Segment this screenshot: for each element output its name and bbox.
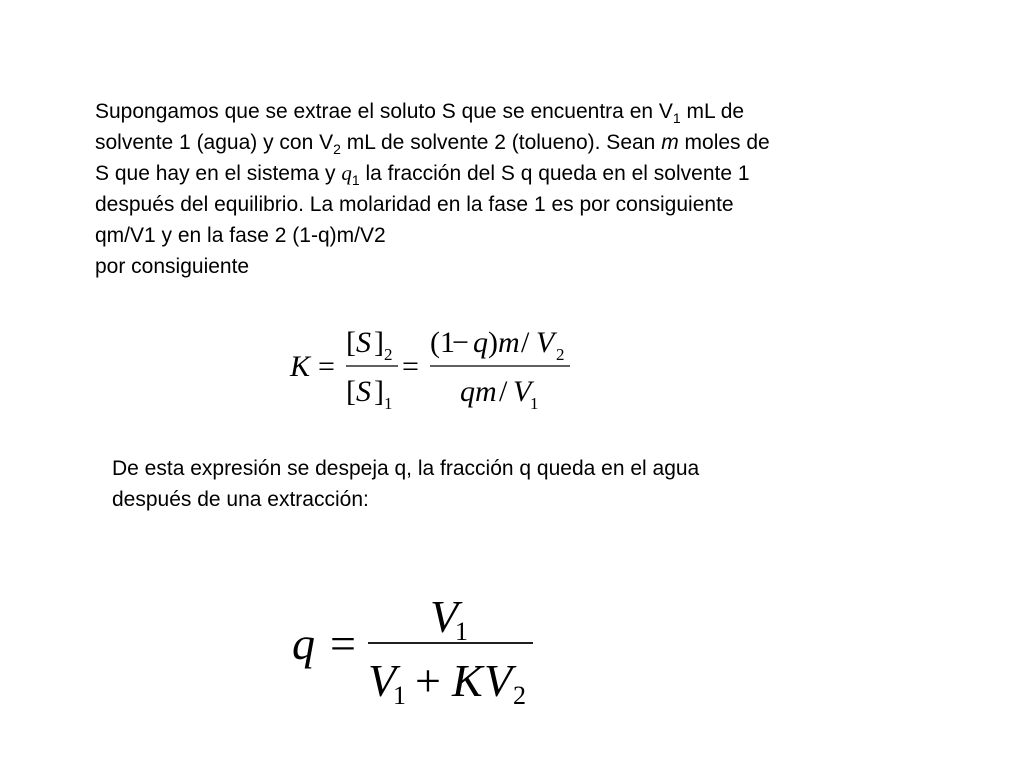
intro-line-6: por consiguiente [95,255,250,278]
eq2-den-V1: V [368,655,397,706]
variable-q: q [341,161,352,185]
eq1-num2-close: ) [488,326,498,359]
intro-text: la fracción del S q queda en el solvente 1 [359,162,750,185]
eq1-num2-V: V [536,326,555,359]
intro-text: moles de [678,131,770,154]
subscript: 1 [351,172,360,188]
result-paragraph [112,453,699,515]
eq1-den2-qm: qm [460,375,497,408]
eq2-num-V: V [430,591,459,642]
intro-text: S que hay en el sistema y [95,162,342,185]
eq1-num2-m: m [498,326,520,359]
eq1-num2-minus: − [452,326,469,359]
subscript: 2 [333,141,341,157]
eq1-num2-slash: / [521,326,530,359]
eq1-K: K [290,350,311,383]
eq1-num1-sub: 2 [384,345,393,364]
variable-m: m [661,131,679,154]
intro-line-4: después del equilibrio. La molaridad en la fase 1 es por consiguiente [95,193,734,216]
eq1-den2-V: V [513,375,532,408]
intro-text: solvente 1 (agua) y con V [95,131,334,154]
intro-text: mL de solvente 2 (tolueno). Sean [340,131,662,154]
eq2-num-sub: 1 [455,617,468,646]
subscript: 1 [672,110,681,126]
eq1-den1-bracket-open: [ [346,375,356,408]
equation-fraction-q [292,591,533,710]
eq1-num1-bracket-close: ] [374,326,384,359]
eq2-equals: = [330,618,356,669]
eq2-den-sub1: 1 [393,681,406,710]
eq1-den1-bracket-close: ] [374,375,384,408]
result-line-1: De esta expresión se despeja q, la fracción q queda en el agua [112,457,700,480]
eq1-den1-sub: 1 [384,394,393,413]
eq2-den-plus: + [415,655,441,706]
eq2-den-V2: V [484,655,513,706]
eq2-den-K: K [452,655,483,706]
eq1-den2-sub: 1 [530,394,539,413]
eq1-num1-S: S [356,326,371,359]
intro-line-5: qm/V1 y en la fase 2 (1-q)m/V2 [95,224,386,247]
eq1-den2-slash: / [499,375,508,408]
eq2-den-sub2: 2 [513,681,526,710]
eq1-equals-2: = [402,350,419,383]
eq1-num2-open: (1 [430,326,455,359]
eq1-num1-bracket-open: [ [346,326,356,359]
eq1-num2-q: q [473,326,488,359]
result-line-2: después de una extracción: [112,488,369,511]
eq1-num2-sub: 2 [556,345,565,364]
intro-text: mL de [680,100,745,123]
intro-text: Supongamos que se extrae el soluto S que se encuentra en V [95,100,673,123]
eq1-equals-1: = [318,350,335,383]
eq1-den1-S: S [356,375,371,408]
eq2-q: q [292,618,315,669]
